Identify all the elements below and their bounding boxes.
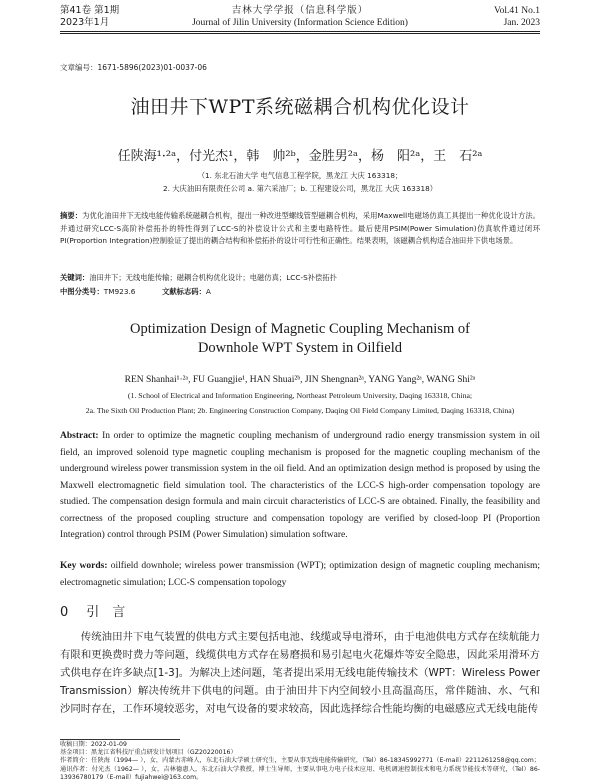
authors-cn: 任陕海¹·²ᵃ，付光杰¹，韩 帅²ᵇ，金胜男²ᵃ，杨 阳²ᵃ，王 石²ᵃ — [117, 149, 483, 164]
intro-paragraph: 传统油田井下电气装置的供电方式主要包括电池、线缆或导电滑环，由于电池供电方式存在续航能力有限和更换费时费力等问题，线缆供电方式存在易磨损和易引起电火花爆炸等安全隐患，因此采用滑环方式供电存在许多缺点[1-3]。为解决上述问题，笔者提出采用无线电能传输技术（WPT：Wireless Power Transmission）解决传统井下供电的问题。由于油田井下内空间较小且高温高压，常伴随油、水、气和沙同时存在，工作环境较恶劣，对电气设备的要求较高，因此选择综合性能均衡的电磁感应式无线电能传 — [60, 631, 540, 715]
title-en-line-1: Optimization Design of Magnetic Coupling Mechanism of — [130, 321, 470, 337]
abstract-cn — [60, 210, 540, 248]
volume-issue-en: Vol.41 No.1 — [493, 6, 540, 16]
abstract-en-label: Abstract: — [60, 431, 99, 441]
affiliation-en-2: 2a. The Sixth Oil Production Plant; 2b. Engineering Construction Company, Daqing Oil Field Company Limited, Daqing 163318, China) — [85, 406, 515, 415]
header-right — [494, 5, 540, 29]
footnote-rule — [60, 739, 180, 740]
keywords-cn-label: 关键词： — [60, 273, 90, 282]
volume-issue: 第41卷 第1期 — [60, 5, 120, 16]
clc-value: TM923.6 — [103, 287, 136, 296]
publication-date-en: Jan. 2023 — [503, 18, 540, 28]
footnotes — [60, 741, 540, 782]
affiliation-en-1: (1. School of Electrical and Information Engineering, Northeast Petroleum University, Daqing 163318, China; — [127, 391, 473, 400]
abstract-cn-text: 为优化油田井下无线电能传输系统磁耦合机构，提出一种改进型螺线管型磁耦合机构，采用Maxwell电磁场仿真工具提出一种优化设计方法。并通过研究LCC-S高阶补偿拓扑的特性得到了LCC-S的补偿设计公式和主要电路特性。最后使用PSIM(Power Simulation)仿真软件通过闭环PI(Proportion Integration)控制验证了提出的耦合结构和补偿拓扑的设计可行性和正确性。结果表明，该磁耦合机构适合油田井下供电场景。 — [60, 211, 541, 245]
abstract-cn-label: 摘要： — [60, 211, 83, 220]
section-title: 引 言 — [86, 605, 126, 620]
doc-code-label: 文献标志码： — [162, 287, 206, 296]
article-id: 文章编号：1671-5896(2023)01-0037-06 — [60, 63, 207, 72]
keywords-en — [60, 558, 540, 591]
affiliation-cn-1: （1. 东北石油大学 电气信息工程学院，黑龙江 大庆 163318； — [197, 171, 403, 180]
journal-name-cn: 吉林大学学报（信息科学版） — [231, 5, 369, 16]
fund-project: 基金项目：黑龙江省科技厅重点研发计划项目（GZ20220016） — [60, 749, 237, 757]
publication-date: 2023年1月 — [60, 17, 110, 28]
doc-code-value: A — [205, 287, 211, 296]
abstract-en-text: In order to optimize the magnetic coupling mechanism of underground radio energy transmission system in oil field, an improved solenoid type magnetic coupling mechanism is proposed for the magnetic coupling mechanism of the underground wireless power transmission system in the oil field. And an optimization design method is proposed by using the Maxwell electromagnetic field simulation tool. The characteristics of the LCC-S high-order compensation topology are studied. The compensation design formula and main circuit characteristics of LCC-S are obtained. Finally, the feasibility and correctness of the proposed coupling structure and compensation topology are verified by closed-loop PI (Proportion Integration) control through PSIM (Power Simulation) simulation software. — [60, 431, 541, 540]
section-number: 0 — [60, 605, 69, 620]
header-rule-bottom — [60, 33, 540, 34]
keywords-en-label: Key words: — [60, 561, 108, 571]
title-cn: 油田井下WPT系统磁耦合机构优化设计 — [130, 96, 470, 118]
keywords-cn — [60, 272, 540, 285]
journal-name-en: Journal of Jilin University (Information Science Edition) — [192, 18, 408, 28]
title-en-line-2: Downhole WPT System in Oilfield — [197, 340, 403, 356]
keywords-cn-text: 油田井下；无线电能传输；磁耦合机构优化设计；电磁仿真；LCC-S补偿拓扑 — [89, 273, 337, 282]
header-rule-top — [60, 31, 540, 32]
authors-en: REN Shanhai¹·²ᵃ, FU Guangjie¹, HAN Shuai²ᵇ, JIN Shengnan²ᵃ, YANG Yang²ᵃ, WANG Shi²ᵃ — [124, 375, 476, 385]
author-bio: 作者简介：任陕海（1994— ），女，内蒙古赤峰人，东北石油大学硕士研究生，主要从事无线电能传输研究，（Tel）86-18345992771（E-mail）2211261258@qq.com；通讯作者：付光杰（1962— ），女，吉林德惠人，东北石油大学教授，博士生导师，主要从事电力电子技术应用、电机调速控制技术和电力系统节能技术等研究，（Tel）86-13936780179（E-mail）fujiahwei@163.com。 — [60, 757, 540, 781]
keywords-en-text: oilfield downhole; wireless power transmission (WPT); optimization design of magnetic coupling mechanism; electromagnetic simulation; LCC-S compensation topology — [60, 561, 541, 588]
classification — [60, 286, 540, 299]
received-date: 收稿日期：2022-01-09 — [60, 741, 127, 748]
abstract-en — [60, 428, 540, 544]
clc-label: 中图分类号： — [60, 287, 104, 296]
section-heading — [60, 604, 125, 622]
affiliation-cn-2: 2. 大庆油田有限责任公司 a. 第六采油厂；b. 工程建设公司，黑龙江 大庆 163318） — [162, 184, 438, 193]
